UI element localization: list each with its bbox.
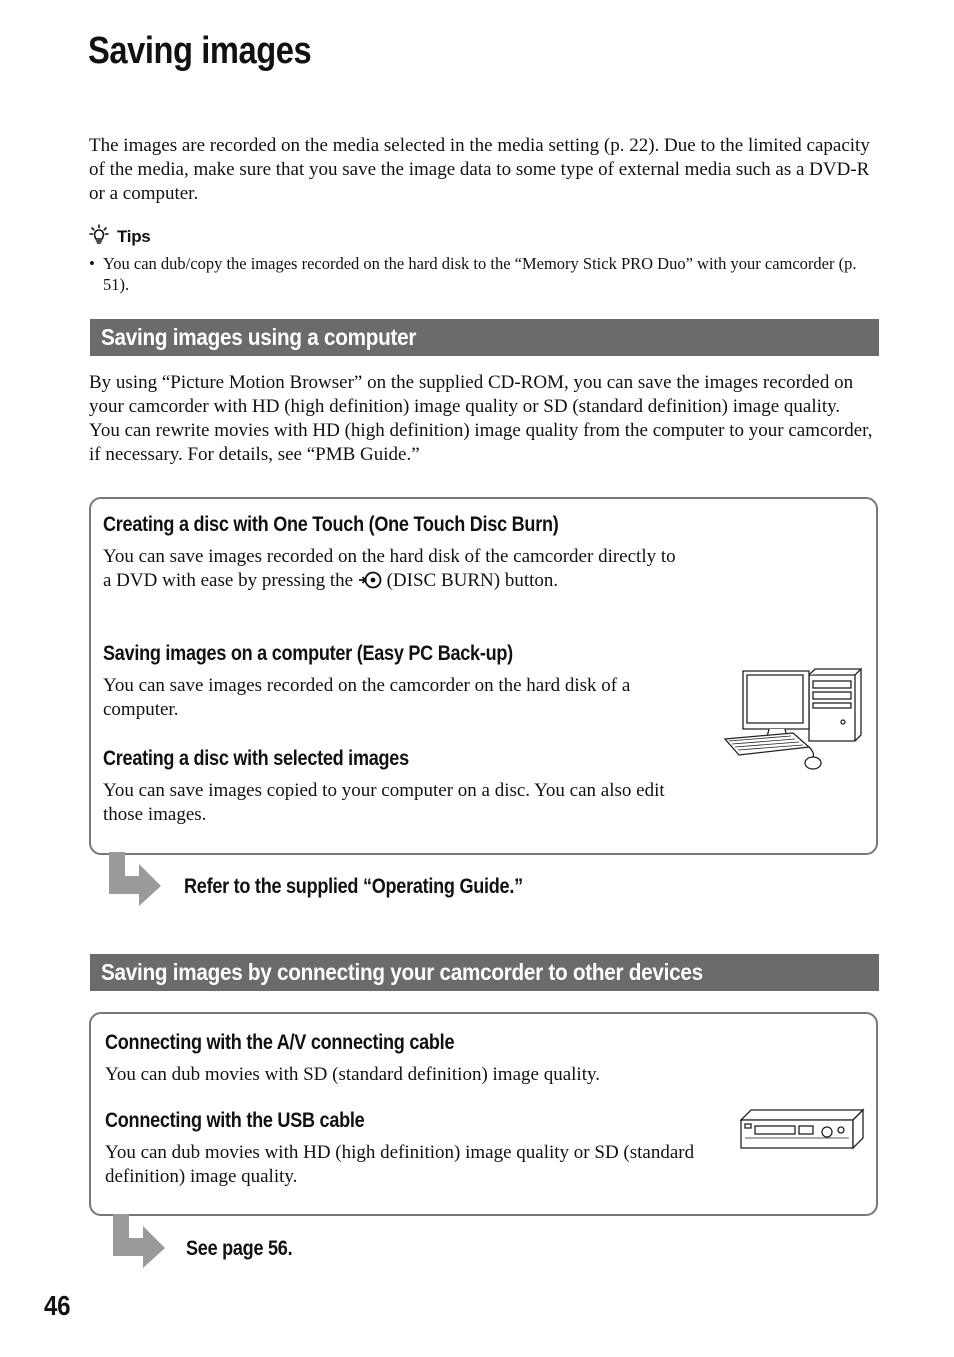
- option-text-part: You can save images recorded on the hard disk of the camcorder directly to a DVD with ease by pressing the: [103, 546, 676, 591]
- option-text: You can save images copied to your computer on a disc. You can also edit those images.: [103, 780, 665, 825]
- bullet: •: [89, 254, 95, 273]
- option-av-cable: [105, 1031, 705, 1087]
- page-number: 46: [44, 1290, 71, 1321]
- lightbulb-icon: [89, 224, 109, 249]
- disc-burn-icon: [358, 571, 382, 596]
- reference-arrow-icon: [107, 1214, 169, 1275]
- option-text-part: (DISC BURN) button.: [386, 570, 559, 591]
- tip-item: [89, 253, 859, 295]
- option-heading: Connecting with the A/V connecting cable: [105, 1031, 455, 1054]
- reference-arrow-icon: [103, 852, 165, 913]
- tips-label: Tips: [117, 226, 151, 246]
- section-heading-other-devices: [90, 954, 879, 991]
- reference-text: See page 56.: [186, 1237, 293, 1260]
- option-text: You can dub movies with SD (standard definition) image quality.: [105, 1064, 600, 1085]
- option-text: [103, 545, 683, 596]
- option-heading: Creating a disc with One Touch (One Touch Disc Burn): [103, 513, 559, 536]
- intro-paragraph: The images are recorded on the media selected in the media setting (p. 22). Due to the limited capacity of the media, make sure that you save the image data to some type of external media such as a DVD-R or a computer.: [89, 135, 870, 204]
- option-heading: Saving images on a computer (Easy PC Back-up): [103, 642, 513, 665]
- option-one-touch-disc-burn: [103, 513, 683, 596]
- computer-illustration: [723, 667, 865, 782]
- computer-options-box: [89, 497, 878, 855]
- section-intro: [89, 371, 879, 467]
- tips-header: [89, 224, 150, 249]
- option-text: You can save images recorded on the camcorder on the hard disk of a computer.: [103, 675, 631, 720]
- section-heading-computer: [90, 319, 879, 356]
- option-text: You can dub movies with HD (high definition) image quality or SD (standard definition) image quality.: [105, 1142, 695, 1187]
- tip-text: You can dub/copy the images recorded on the hard disk to the “Memory Stick PRO Duo” with your camcorder (p. 51).: [103, 254, 857, 294]
- option-usb-cable: [105, 1109, 705, 1189]
- page-title: Saving images: [88, 30, 312, 72]
- section-intro-paragraph: By using “Picture Motion Browser” on the supplied CD-ROM, you can save the images recorded on your camcorder with HD (high definition) image quality or SD (standard definition) image quality.: [89, 372, 854, 417]
- device-options-box: [89, 1012, 878, 1216]
- section-title: Saving images using a computer: [101, 324, 417, 350]
- option-selected-images-disc: [103, 747, 693, 827]
- reference-text: Refer to the supplied “Operating Guide.”: [184, 875, 523, 898]
- option-heading: Creating a disc with selected images: [103, 747, 409, 770]
- option-heading: Connecting with the USB cable: [105, 1109, 365, 1132]
- section-title: Saving images by connecting your camcorder to other devices: [101, 959, 703, 985]
- recorder-illustration: [739, 1108, 865, 1157]
- section-intro-paragraph: You can rewrite movies with HD (high definition) image quality from the computer to your camcorder, if necessary. For details, see “PMB Guide.”: [89, 420, 873, 465]
- option-easy-pc-backup: [103, 642, 693, 722]
